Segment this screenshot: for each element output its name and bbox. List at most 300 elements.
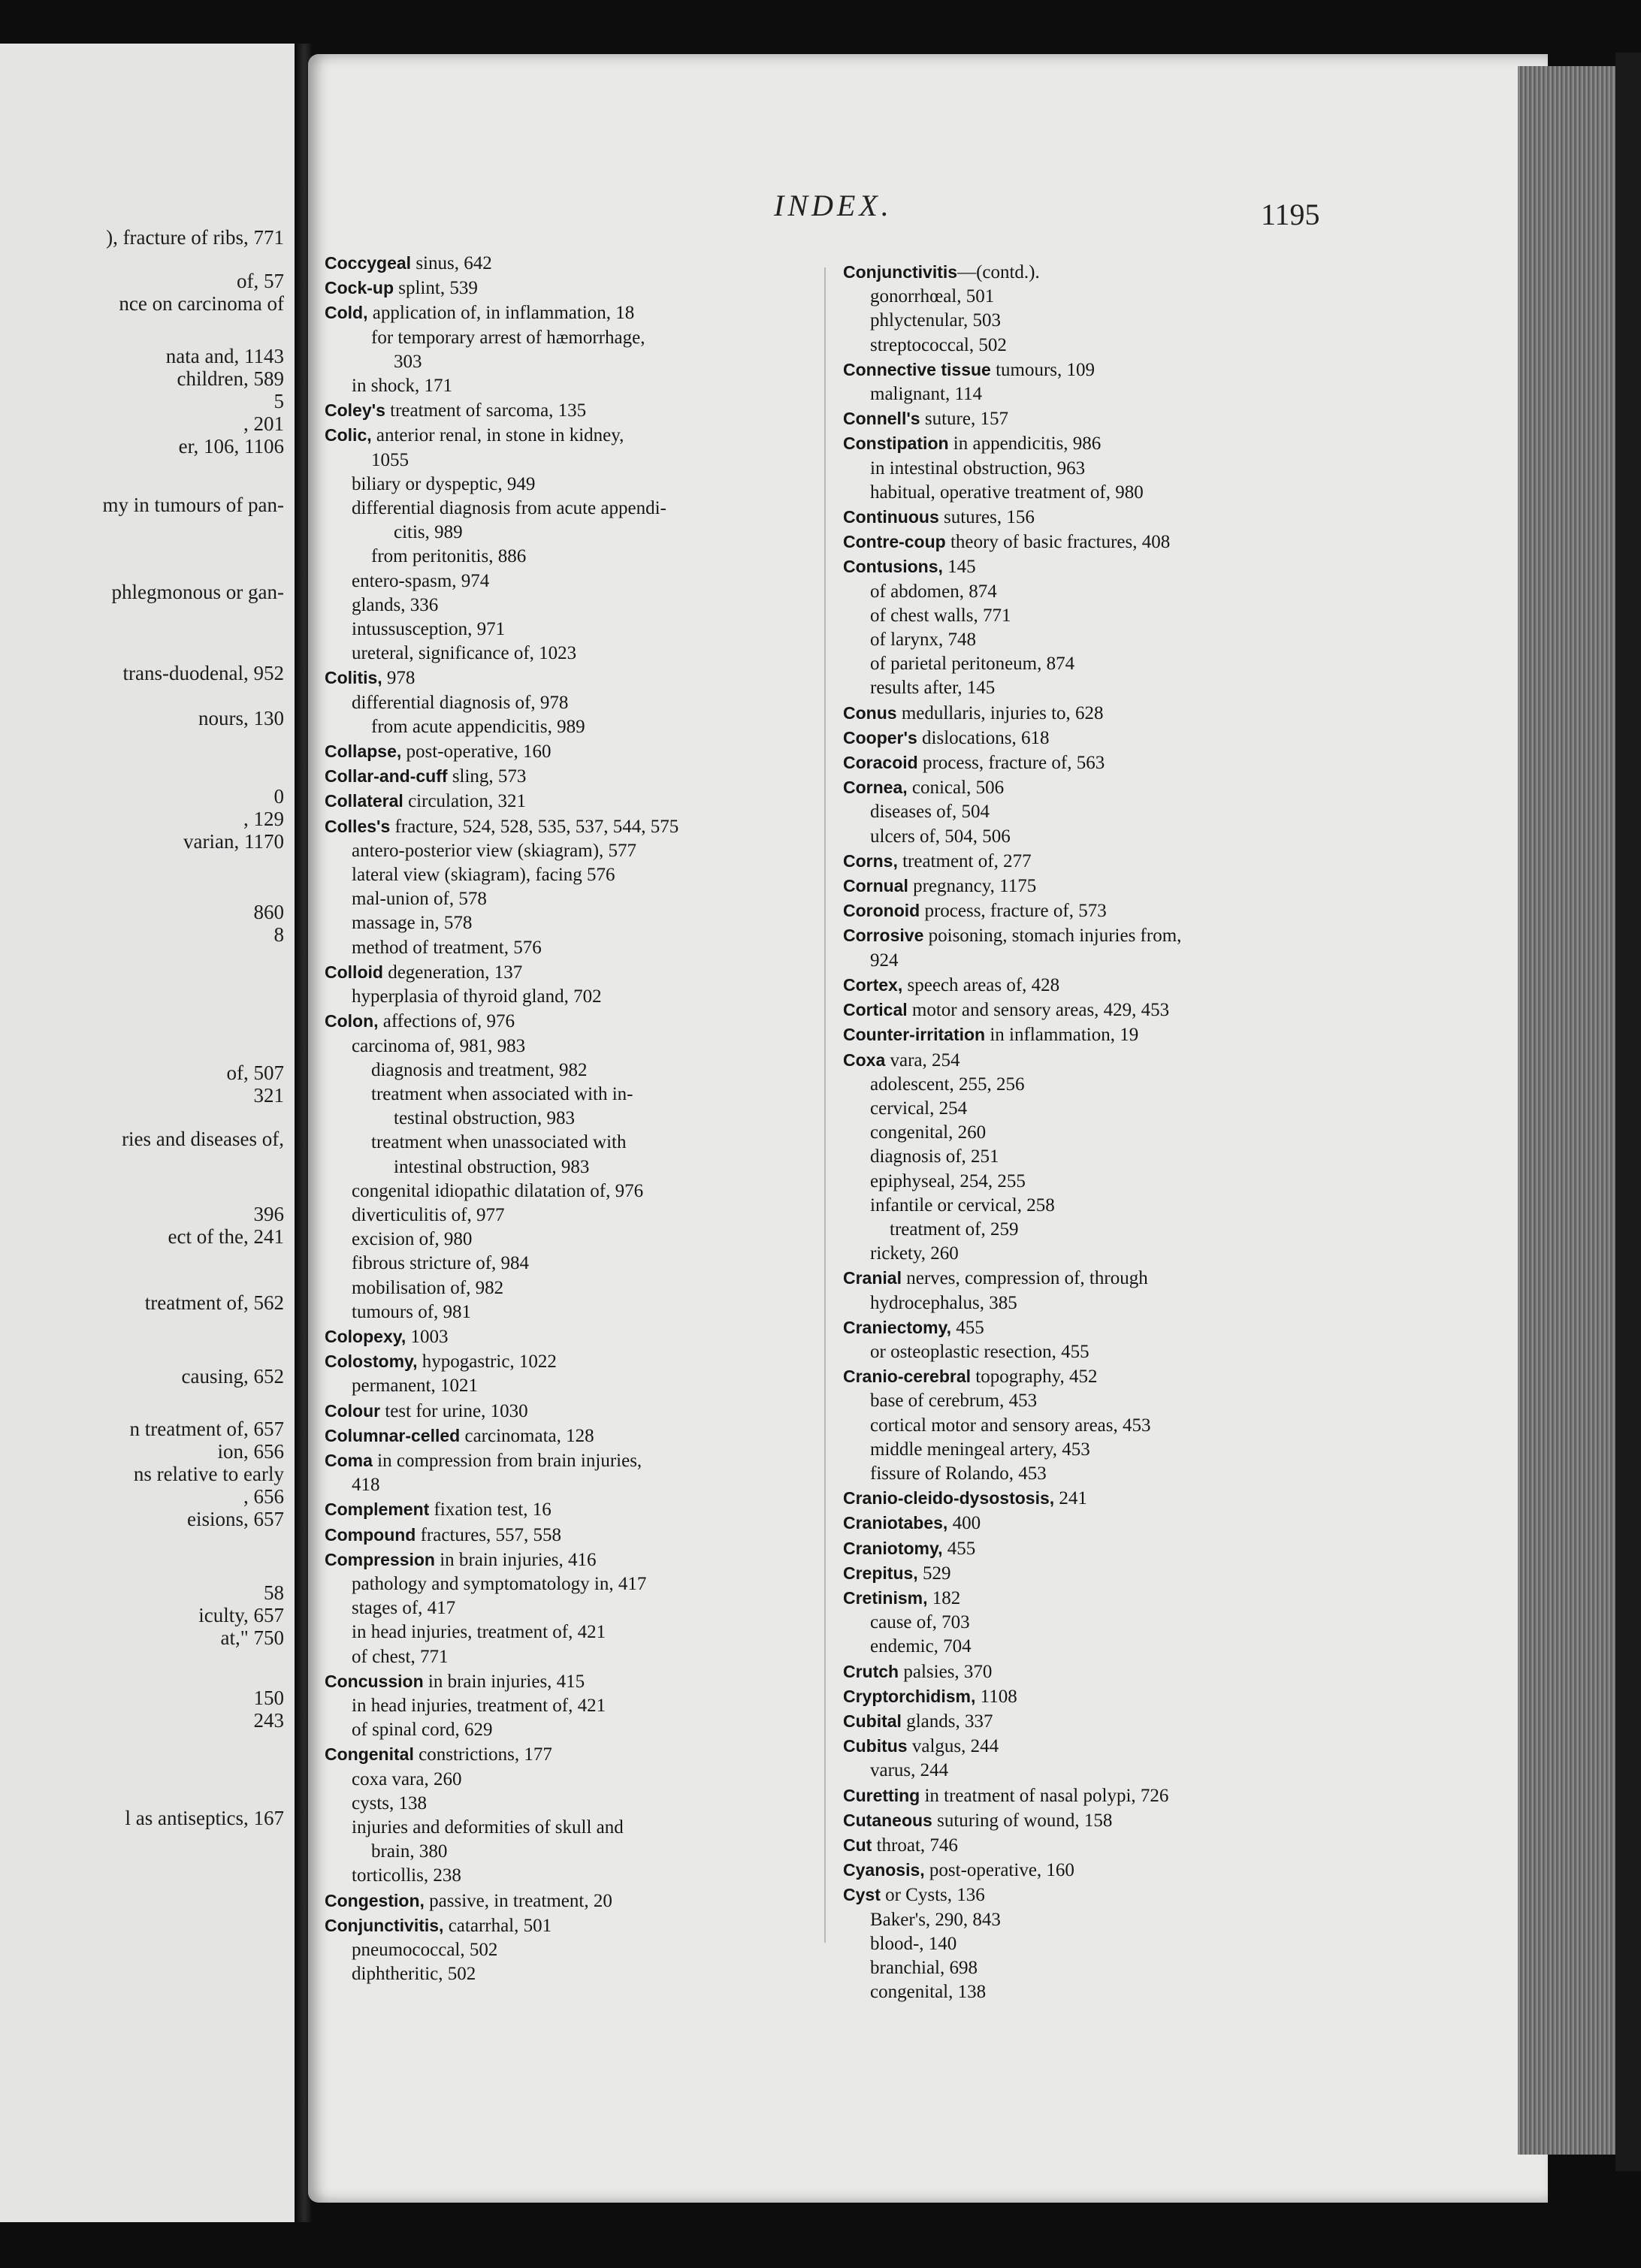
index-heading: Cooper's [843,727,917,747]
index-heading: Colostomy, [325,1351,418,1372]
index-heading: Curetting [843,1785,920,1805]
index-heading: Colour [325,1400,381,1421]
index-entry [843,1956,1181,1980]
index-entry [843,604,1181,628]
index-text: mal-union of, 578 [352,889,487,910]
index-entry [843,1808,1181,1833]
index-heading: Craniectomy, [843,1317,952,1337]
index-text: malignant, 114 [870,384,983,405]
left-page-line: 243 [253,1709,284,1732]
left-page-line: eisions, 657 [186,1508,284,1530]
index-text: adolescent, 255, 256 [870,1074,1025,1095]
index-heading: Craniotabes, [843,1513,948,1533]
index-text: 303 [394,351,422,372]
index-text: speech areas of, 428 [902,974,1060,995]
index-text: treatment when associated with in- [371,1083,633,1104]
index-text: or osteoplastic resection, 455 [870,1341,1089,1362]
index-text: motor and sensory areas, 429, 453 [907,1000,1170,1021]
index-entry [843,1759,1181,1783]
index-heading: Coxa [843,1049,886,1070]
left-page-line: , 656 [243,1485,284,1508]
index-entry [325,1718,678,1742]
index-entry [325,1083,678,1107]
index-entry [843,923,1181,948]
index-text: in head injuries, treatment of, 421 [352,1695,606,1716]
index-entry [325,1252,678,1276]
index-entry [325,1669,678,1694]
index-text: tumours of, 981 [352,1301,472,1322]
index-text: from acute appendicitis, 989 [371,716,585,737]
index-heading: Constipation [843,433,949,454]
index-text: —(contd.). [957,262,1040,282]
index-heading: Cortex, [843,974,903,995]
index-text: citis, 989 [394,522,463,543]
index-heading: Cutaneous [843,1810,932,1830]
index-entry [843,701,1181,726]
left-page-line: , 129 [243,808,284,830]
index-entry [843,1194,1181,1218]
index-entry [843,1536,1181,1561]
index-text: nerves, compression of, through [901,1268,1148,1289]
left-page-line: iculty, 657 [198,1604,284,1626]
index-entry [843,285,1181,309]
index-entry [843,1833,1181,1858]
index-heading: Crutch [843,1661,899,1681]
index-text: massage in, 578 [352,913,473,934]
index-heading: Cornual [843,876,908,896]
index-heading: Columnar-celled [325,1425,461,1445]
index-entry [843,1684,1181,1709]
index-text: intussusception, 971 [352,619,506,640]
left-page-line: 58 [264,1581,284,1604]
index-entry [325,1107,678,1131]
left-page-line: ect of the, 241 [168,1225,284,1248]
index-entry [843,1389,1181,1413]
index-entry [325,985,678,1009]
index-text: blood-, 140 [870,1933,957,1954]
index-text: infantile or cervical, 258 [870,1194,1055,1216]
index-entry [843,898,1181,923]
index-text: ureteral, significance of, 1023 [352,643,577,664]
index-heading: Coccygeal [325,253,412,273]
index-entry [843,382,1181,406]
index-heading: Continuous [843,507,939,527]
index-text: carcinomata, 128 [460,1425,594,1446]
index-text: 400 [947,1513,981,1534]
index-text: 455 [942,1538,976,1559]
index-text: valgus, 244 [907,1736,999,1757]
index-text: treatment when unassociated with [371,1132,627,1153]
left-page-line: trans-duodenal, 952 [122,662,284,684]
book-cover-edge [1615,53,1641,2171]
index-text: hypogastric, 1022 [417,1351,557,1373]
index-text: fibrous stricture of, 984 [352,1253,530,1274]
index-entry [843,1709,1181,1734]
index-entry [843,1170,1181,1194]
left-page-line: , 201 [243,412,284,435]
index-entry [843,750,1181,775]
index-heading: Coley's [325,400,385,421]
index-heading: Contre-coup [843,532,946,552]
index-text: theory of basic fractures, 408 [945,532,1171,553]
index-heading: Coma [325,1450,373,1470]
left-page-line: 860 [253,901,284,923]
index-heading: Contusions, [843,557,943,577]
index-text: pregnancy, 1175 [908,876,1037,897]
index-entry [843,1908,1181,1932]
index-entry [325,814,678,839]
index-heading: Cranial [843,1268,902,1288]
index-heading: Conjunctivitis [843,262,958,282]
index-text: differential diagnosis from acute appendi- [352,498,666,519]
index-text: excision of, 980 [352,1229,473,1250]
index-entry [843,825,1181,849]
index-heading: Counter-irritation [843,1025,986,1045]
index-entry [325,569,678,593]
index-entry [843,1121,1181,1145]
index-text: of chest walls, 771 [870,605,1011,626]
index-heading: Compression [325,1549,435,1569]
index-text: habitual, operative treatment of, 980 [870,482,1144,503]
index-text: treatment of, 277 [897,850,1032,871]
index-entry [843,726,1181,750]
index-text: congenital idiopathic dilatation of, 976 [352,1180,644,1201]
index-heading: Corns, [843,850,898,871]
index-text: cervical, 254 [870,1098,968,1119]
index-text: fractures, 557, 558 [416,1524,562,1545]
index-text: 145 [942,557,976,578]
index-text: glands, 337 [901,1711,993,1732]
index-text: rickety, 260 [870,1243,959,1264]
index-text: congenital, 138 [870,1982,987,2003]
index-text: in head injuries, treatment of, 421 [352,1622,606,1643]
index-heading: Cyanosis, [843,1860,925,1880]
index-text: pneumococcal, 502 [352,1940,498,1961]
index-entry [843,1048,1181,1073]
index-text: torticollis, 238 [352,1865,461,1886]
left-page-line: 150 [253,1687,284,1709]
index-entry [325,1938,678,1962]
index-text: ulcers of, 504, 506 [870,826,1011,847]
index-entry [325,642,678,666]
index-text: hyperplasia of thyroid gland, 702 [352,986,602,1007]
index-entry [325,1059,678,1083]
index-entry [843,1511,1181,1536]
index-entry [325,1596,678,1620]
index-heading: Connective tissue [843,359,991,379]
index-text: coxa vara, 260 [352,1768,462,1789]
index-text: of larynx, 748 [870,630,976,651]
left-page-line: phlegmonous or gan- [111,581,284,603]
index-text: catarrhal, 501 [443,1915,552,1936]
index-heading: Colon, [325,1011,379,1031]
index-text: gonorrhœal, 501 [870,286,995,307]
index-entry [843,505,1181,530]
index-entry [325,1889,678,1913]
index-entry [843,800,1181,824]
left-page-line: nours, 130 [198,707,284,729]
index-text: poisoning, stomach injuries from, [923,926,1182,947]
index-text: differential diagnosis of, 978 [352,692,569,713]
index-entry [843,1561,1181,1586]
index-entry [843,652,1181,676]
index-entry [843,1980,1181,2004]
index-text: phlyctenular, 503 [870,310,1001,331]
left-page-line: children, 589 [177,367,284,390]
index-entry [325,1424,678,1448]
index-text: treatment of, 259 [890,1219,1019,1240]
index-entry [325,715,678,739]
index-entry [843,334,1181,358]
index-text: fixation test, 16 [429,1499,552,1521]
index-text: process, fracture of, 573 [920,901,1107,922]
index-heading: Cretinism, [843,1587,928,1608]
index-column-left [325,251,678,1986]
index-entry [325,1034,678,1059]
index-entry [843,1022,1181,1047]
index-heading: Collateral [325,791,403,811]
index-entry [325,1448,678,1473]
index-text: cortical motor and sensory areas, 453 [870,1415,1151,1436]
index-entry [325,666,678,690]
index-entry [325,887,678,911]
index-text: diseases of, 504 [870,802,990,823]
index-text: 1055 [371,449,409,470]
index-text: sutures, 156 [938,507,1035,528]
index-text: endemic, 704 [870,1636,972,1657]
index-entry [843,973,1181,998]
index-text: testinal obstruction, 983 [394,1108,575,1129]
index-entry [325,1497,678,1522]
index-entry [843,1858,1181,1883]
index-text: diverticulitis of, 977 [352,1204,505,1225]
index-entry [843,1266,1181,1291]
index-entry [325,1179,678,1203]
index-heading: Conjunctivitis, [325,1915,444,1935]
index-text: application of, in inflammation, 18 [367,303,635,324]
index-entry [843,676,1181,700]
index-entry [325,691,678,715]
index-heading: Cortical [843,1000,908,1020]
index-text: tumours, 109 [990,359,1096,380]
index-entry [325,764,678,789]
index-text: diagnosis and treatment, 982 [371,1059,588,1080]
index-text: treatment of sarcoma, 135 [385,400,587,421]
index-text: 1003 [406,1326,449,1347]
index-entry [325,1473,678,1497]
index-entry [325,1131,678,1155]
index-entry [843,1783,1181,1808]
index-text: congenital, 260 [870,1122,987,1143]
left-page-line: my in tumours of pan- [102,494,284,516]
index-entry [843,358,1181,382]
index-text: 241 [1054,1488,1087,1509]
index-entry [325,1962,678,1986]
index-heading: Cyst [843,1885,881,1905]
index-entry [843,530,1181,554]
index-text: post-operative, 160 [401,741,552,763]
index-entry [325,545,678,569]
index-entry [843,1438,1181,1462]
index-entry [843,1883,1181,1907]
left-page-line: causing, 652 [181,1365,284,1388]
page-number: 1195 [1261,198,1320,231]
index-heading: Corrosive [843,926,924,946]
index-entry [325,960,678,985]
index-heading: Cubital [843,1711,902,1731]
index-text: anterior renal, in stone in kidney, [371,425,624,446]
index-text: 978 [382,668,416,689]
index-text: base of cerebrum, 453 [870,1391,1038,1412]
index-text: vara, 254 [885,1049,960,1071]
index-entry [843,1097,1181,1121]
index-text: biliary or dyspeptic, 949 [352,473,536,494]
index-text: circulation, 321 [403,791,526,812]
index-text: for temporary arrest of hæmorrhage, [371,327,645,348]
index-text: middle meningeal artery, 453 [870,1439,1090,1460]
index-text: of abdomen, 874 [870,581,997,602]
index-text: from peritonitis, 886 [371,546,527,567]
index-text: 924 [870,950,899,971]
index-entry [843,1291,1181,1315]
index-heading: Cornea, [843,778,908,798]
index-heading: Cut [843,1835,872,1855]
index-entry [325,739,678,764]
index-entry [325,1768,678,1792]
index-heading: Coronoid [843,901,920,921]
index-entry [325,448,678,473]
index-entry [325,1742,678,1767]
index-text: post-operative, 160 [924,1860,1074,1881]
column-divider [824,267,826,1943]
index-text: mobilisation of, 982 [352,1277,504,1298]
index-entry [843,431,1181,456]
index-text: permanent, 1021 [352,1376,479,1397]
left-page-line: 0 [274,785,284,808]
index-entry [325,398,678,423]
index-entry [843,1145,1181,1169]
index-text: in brain injuries, 415 [423,1671,585,1692]
index-heading: Colopexy, [325,1326,406,1346]
left-page-line: 321 [253,1084,284,1107]
index-entry [843,1242,1181,1266]
index-text: branchial, 698 [870,1958,978,1979]
index-entry [325,1792,678,1816]
index-entry [843,457,1181,481]
index-text: diagnosis of, 251 [870,1146,999,1167]
index-text: antero-posterior view (skiagram), 577 [352,840,637,861]
index-text: sling, 573 [447,766,527,787]
index-entry [325,1399,678,1424]
index-entry [325,521,678,545]
index-text: hydrocephalus, 385 [870,1292,1017,1313]
index-text: glands, 336 [352,594,439,615]
index-text: 182 [927,1587,961,1608]
index-text: of spinal cord, 629 [352,1720,493,1741]
index-entry [843,874,1181,898]
index-entry [325,936,678,960]
index-entry [325,1620,678,1644]
index-heading: Compound [325,1524,416,1545]
left-page-line: n treatment of, 657 [129,1418,284,1440]
index-entry [325,1694,678,1718]
index-text: pathology and symptomatology in, 417 [352,1573,647,1594]
index-text: intestinal obstruction, 983 [394,1156,590,1177]
index-entry [325,618,678,642]
index-heading: Crepitus, [843,1563,918,1583]
left-page-line: 8 [274,923,284,946]
index-text: entero-spasm, 974 [352,570,490,591]
index-text: degeneration, 137 [382,962,523,983]
left-page-line: er, 106, 1106 [178,435,284,458]
index-heading: Cubitus [843,1736,908,1756]
index-entry [843,1611,1181,1635]
index-entry [843,1659,1181,1684]
index-entry [843,309,1181,333]
index-entry [843,406,1181,431]
index-text: sinus, 642 [411,253,492,273]
index-entry [843,1073,1181,1097]
left-page-line: of, 57 [237,270,284,292]
index-entry [325,1324,678,1349]
left-page-line: nata and, 1143 [165,345,284,367]
index-entry [325,1009,678,1034]
index-text: throat, 746 [872,1835,958,1856]
index-text: passive, in treatment, 20 [424,1890,612,1911]
index-heading: Congestion, [325,1890,425,1910]
index-heading: Collar-and-cuff [325,766,448,787]
index-heading: Colloid [325,962,383,982]
index-entry [325,1276,678,1300]
index-entry [325,374,678,398]
index-entry [325,863,678,887]
index-heading: Conus [843,702,897,723]
index-text: or Cysts, 136 [880,1885,985,1906]
index-text: in appendicitis, 986 [948,433,1102,455]
index-entry [843,1340,1181,1364]
index-text: in compression from brain injuries, [372,1450,642,1471]
index-text: suturing of wound, 158 [932,1810,1113,1831]
left-page-line: ns relative to early [133,1463,284,1485]
left-page-line: varian, 1170 [183,830,284,853]
left-page-line: ries and diseases of, [122,1128,284,1150]
index-entry [325,1523,678,1548]
index-entry [325,473,678,497]
index-heading: Colic, [325,425,372,445]
index-text: cysts, 138 [352,1792,427,1813]
index-entry [325,1155,678,1179]
index-entry [843,1462,1181,1486]
index-entry [843,775,1181,800]
index-entry [325,1349,678,1374]
running-head: INDEX. [774,189,893,222]
index-entry [843,554,1181,579]
left-page-line: 396 [253,1203,284,1225]
index-heading: Congenital [325,1744,414,1765]
index-entry [325,1203,678,1228]
index-text: diphtheritic, 502 [352,1964,476,1985]
index-text: lateral view (skiagram), facing 576 [352,865,615,886]
index-heading: Cold, [325,303,368,323]
index-entry [325,1913,678,1938]
index-text: stages of, 417 [352,1598,456,1619]
index-entry [325,1645,678,1669]
index-entry [843,1364,1181,1389]
index-heading: Craniotomy, [843,1538,943,1558]
index-entry [843,1734,1181,1759]
index-heading: Cranio-cleido-dysostosis, [843,1488,1055,1508]
left-page-line: of, 507 [226,1062,284,1084]
